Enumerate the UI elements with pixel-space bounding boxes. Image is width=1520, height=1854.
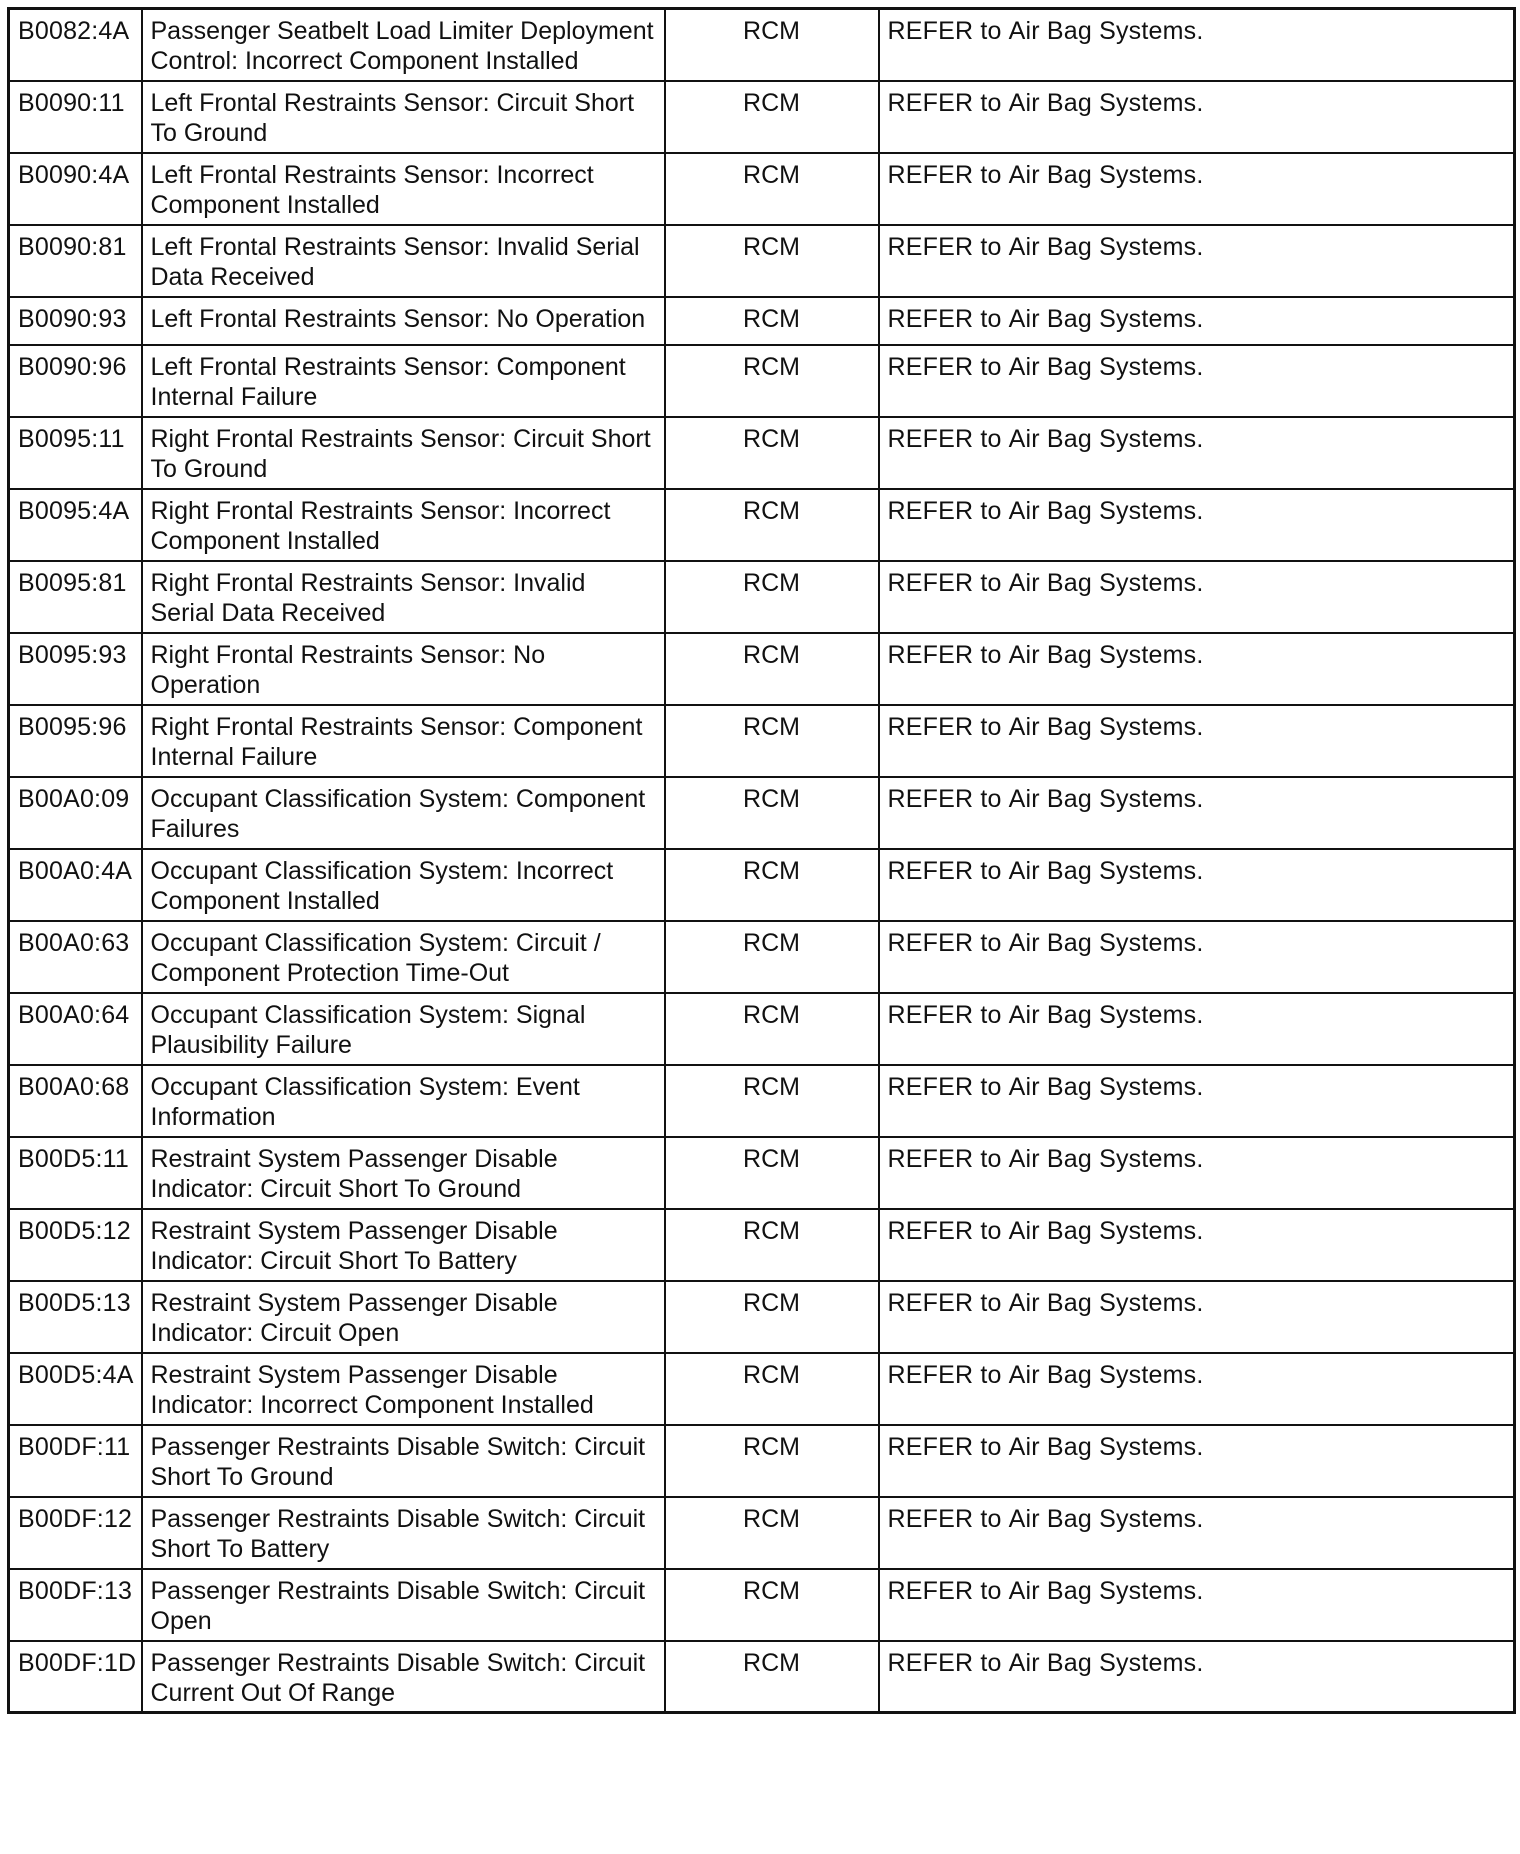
dtc-code: B0090:81 xyxy=(9,225,142,297)
dtc-description: Occupant Classification System: Circuit / Component Protection Time-Out xyxy=(142,921,665,993)
dtc-code: B0090:93 xyxy=(9,297,142,345)
dtc-action xyxy=(879,417,1515,489)
dtc-action xyxy=(879,489,1515,561)
dtc-module: RCM xyxy=(665,1209,879,1281)
dtc-description: Right Frontal Restraints Sensor: Component Internal Failure xyxy=(142,705,665,777)
action-prefix: REFER to xyxy=(887,232,1002,261)
air-bag-systems-reference: Air Bag Systems. xyxy=(1008,1216,1204,1245)
dtc-code: B0095:11 xyxy=(9,417,142,489)
dtc-code: B00DF:12 xyxy=(9,1497,142,1569)
dtc-module: RCM xyxy=(665,153,879,225)
dtc-description: Left Frontal Restraints Sensor: No Operation xyxy=(142,297,665,345)
dtc-code: B0090:96 xyxy=(9,345,142,417)
dtc-module: RCM xyxy=(665,1497,879,1569)
air-bag-systems-reference: Air Bag Systems. xyxy=(1008,1648,1204,1677)
dtc-action xyxy=(879,1641,1515,1713)
action-prefix: REFER to xyxy=(887,928,1002,957)
action-prefix: REFER to xyxy=(887,304,1002,333)
dtc-module: RCM xyxy=(665,1425,879,1497)
dtc-module: RCM xyxy=(665,993,879,1065)
air-bag-systems-reference: Air Bag Systems. xyxy=(1008,17,1204,45)
dtc-description: Left Frontal Restraints Sensor: Invalid Serial Data Received xyxy=(142,225,665,297)
table-row xyxy=(9,993,1515,1065)
dtc-module: RCM xyxy=(665,81,879,153)
dtc-action xyxy=(879,993,1515,1065)
dtc-module: RCM xyxy=(665,489,879,561)
dtc-module: RCM xyxy=(665,921,879,993)
dtc-action xyxy=(879,849,1515,921)
dtc-module: RCM xyxy=(665,633,879,705)
dtc-code: B0095:4A xyxy=(9,489,142,561)
dtc-module: RCM xyxy=(665,561,879,633)
dtc-action xyxy=(879,561,1515,633)
dtc-code: B0095:93 xyxy=(9,633,142,705)
dtc-action xyxy=(879,153,1515,225)
dtc-module: RCM xyxy=(665,849,879,921)
air-bag-systems-reference: Air Bag Systems. xyxy=(1008,568,1204,597)
dtc-code: B0082:4A xyxy=(9,9,142,81)
dtc-code: B00DF:11 xyxy=(9,1425,142,1497)
dtc-action xyxy=(879,225,1515,297)
action-prefix: REFER to xyxy=(887,640,1002,669)
action-prefix: REFER to xyxy=(887,17,1002,45)
air-bag-systems-reference: Air Bag Systems. xyxy=(1008,1288,1204,1317)
dtc-description: Restraint System Passenger Disable Indicator: Circuit Short To Battery xyxy=(142,1209,665,1281)
dtc-code: B0090:4A xyxy=(9,153,142,225)
table-row xyxy=(9,705,1515,777)
dtc-code: B00A0:68 xyxy=(9,1065,142,1137)
dtc-action xyxy=(879,1137,1515,1209)
dtc-description: Right Frontal Restraints Sensor: Invalid Serial Data Received xyxy=(142,561,665,633)
table-row xyxy=(9,1641,1515,1713)
air-bag-systems-reference: Air Bag Systems. xyxy=(1008,424,1204,453)
action-prefix: REFER to xyxy=(887,88,1002,117)
table-row xyxy=(9,153,1515,225)
table-row xyxy=(9,561,1515,633)
table-row xyxy=(9,297,1515,345)
air-bag-systems-reference: Air Bag Systems. xyxy=(1008,712,1204,741)
action-prefix: REFER to xyxy=(887,1288,1002,1317)
dtc-description: Occupant Classification System: Component Failures xyxy=(142,777,665,849)
action-prefix: REFER to xyxy=(887,1000,1002,1029)
dtc-code: B00D5:4A xyxy=(9,1353,142,1425)
table-row xyxy=(9,777,1515,849)
dtc-module: RCM xyxy=(665,1353,879,1425)
table-row xyxy=(9,633,1515,705)
air-bag-systems-reference: Air Bag Systems. xyxy=(1008,1576,1204,1605)
action-prefix: REFER to xyxy=(887,1072,1002,1101)
table-row xyxy=(9,9,1515,81)
dtc-module: RCM xyxy=(665,777,879,849)
table-row xyxy=(9,921,1515,993)
dtc-action xyxy=(879,921,1515,993)
dtc-code: B00D5:11 xyxy=(9,1137,142,1209)
dtc-description: Occupant Classification System: Event Information xyxy=(142,1065,665,1137)
air-bag-systems-reference: Air Bag Systems. xyxy=(1008,784,1204,813)
air-bag-systems-reference: Air Bag Systems. xyxy=(1008,1360,1204,1389)
dtc-action xyxy=(879,9,1515,81)
dtc-code: B00D5:13 xyxy=(9,1281,142,1353)
table-row xyxy=(9,1353,1515,1425)
air-bag-systems-reference: Air Bag Systems. xyxy=(1008,160,1204,189)
action-prefix: REFER to xyxy=(887,496,1002,525)
action-prefix: REFER to xyxy=(887,1360,1002,1389)
table-row xyxy=(9,1281,1515,1353)
dtc-description: Passenger Restraints Disable Switch: Circuit Current Out Of Range xyxy=(142,1641,665,1713)
dtc-module: RCM xyxy=(665,1137,879,1209)
action-prefix: REFER to xyxy=(887,424,1002,453)
air-bag-systems-reference: Air Bag Systems. xyxy=(1008,232,1204,261)
dtc-code: B00DF:13 xyxy=(9,1569,142,1641)
action-prefix: REFER to xyxy=(887,568,1002,597)
dtc-table xyxy=(7,7,1516,1714)
action-prefix: REFER to xyxy=(887,160,1002,189)
dtc-action xyxy=(879,633,1515,705)
dtc-description: Restraint System Passenger Disable Indicator: Circuit Open xyxy=(142,1281,665,1353)
dtc-code: B0095:96 xyxy=(9,705,142,777)
dtc-code: B00A0:63 xyxy=(9,921,142,993)
dtc-description: Occupant Classification System: Incorrect Component Installed xyxy=(142,849,665,921)
air-bag-systems-reference: Air Bag Systems. xyxy=(1008,1144,1204,1173)
dtc-module: RCM xyxy=(665,1641,879,1713)
table-row xyxy=(9,225,1515,297)
air-bag-systems-reference: Air Bag Systems. xyxy=(1008,304,1204,333)
table-row xyxy=(9,1209,1515,1281)
dtc-module: RCM xyxy=(665,1281,879,1353)
dtc-code: B00DF:1D xyxy=(9,1641,142,1713)
table-row xyxy=(9,489,1515,561)
dtc-description: Passenger Restraints Disable Switch: Circuit Open xyxy=(142,1569,665,1641)
table-row xyxy=(9,1569,1515,1641)
dtc-action xyxy=(879,1209,1515,1281)
dtc-description: Right Frontal Restraints Sensor: Incorrect Component Installed xyxy=(142,489,665,561)
air-bag-systems-reference: Air Bag Systems. xyxy=(1008,1072,1204,1101)
action-prefix: REFER to xyxy=(887,784,1002,813)
air-bag-systems-reference: Air Bag Systems. xyxy=(1008,1000,1204,1029)
action-prefix: REFER to xyxy=(887,352,1002,381)
air-bag-systems-reference: Air Bag Systems. xyxy=(1008,1432,1204,1461)
dtc-description: Left Frontal Restraints Sensor: Circuit Short To Ground xyxy=(142,81,665,153)
air-bag-systems-reference: Air Bag Systems. xyxy=(1008,352,1204,381)
table-row xyxy=(9,1137,1515,1209)
dtc-module: RCM xyxy=(665,345,879,417)
dtc-action xyxy=(879,297,1515,345)
action-prefix: REFER to xyxy=(887,856,1002,885)
table-row xyxy=(9,1425,1515,1497)
dtc-description: Passenger Seatbelt Load Limiter Deployment Control: Incorrect Component Installed xyxy=(142,9,665,81)
dtc-action xyxy=(879,1353,1515,1425)
dtc-description: Right Frontal Restraints Sensor: Circuit Short To Ground xyxy=(142,417,665,489)
dtc-action xyxy=(879,1065,1515,1137)
table-row xyxy=(9,849,1515,921)
dtc-action xyxy=(879,1569,1515,1641)
table-row xyxy=(9,1065,1515,1137)
dtc-code: B00D5:12 xyxy=(9,1209,142,1281)
action-prefix: REFER to xyxy=(887,1216,1002,1245)
dtc-description: Left Frontal Restraints Sensor: Incorrect Component Installed xyxy=(142,153,665,225)
dtc-description: Restraint System Passenger Disable Indicator: Incorrect Component Installed xyxy=(142,1353,665,1425)
dtc-module: RCM xyxy=(665,1065,879,1137)
dtc-action xyxy=(879,1497,1515,1569)
air-bag-systems-reference: Air Bag Systems. xyxy=(1008,856,1204,885)
dtc-table-page xyxy=(7,7,1513,1714)
dtc-module: RCM xyxy=(665,9,879,81)
action-prefix: REFER to xyxy=(887,1144,1002,1173)
dtc-module: RCM xyxy=(665,417,879,489)
dtc-action xyxy=(879,345,1515,417)
dtc-description: Right Frontal Restraints Sensor: No Operation xyxy=(142,633,665,705)
action-prefix: REFER to xyxy=(887,1648,1002,1677)
air-bag-systems-reference: Air Bag Systems. xyxy=(1008,1504,1204,1533)
dtc-code: B00A0:09 xyxy=(9,777,142,849)
action-prefix: REFER to xyxy=(887,1504,1002,1533)
dtc-action xyxy=(879,1281,1515,1353)
dtc-description: Passenger Restraints Disable Switch: Circuit Short To Battery xyxy=(142,1497,665,1569)
dtc-module: RCM xyxy=(665,297,879,345)
air-bag-systems-reference: Air Bag Systems. xyxy=(1008,496,1204,525)
action-prefix: REFER to xyxy=(887,1432,1002,1461)
dtc-table-body xyxy=(9,9,1515,1713)
table-row xyxy=(9,345,1515,417)
air-bag-systems-reference: Air Bag Systems. xyxy=(1008,640,1204,669)
dtc-description: Passenger Restraints Disable Switch: Circuit Short To Ground xyxy=(142,1425,665,1497)
dtc-description: Restraint System Passenger Disable Indicator: Circuit Short To Ground xyxy=(142,1137,665,1209)
action-prefix: REFER to xyxy=(887,1576,1002,1605)
dtc-code: B0095:81 xyxy=(9,561,142,633)
action-prefix: REFER to xyxy=(887,712,1002,741)
dtc-action xyxy=(879,705,1515,777)
dtc-action xyxy=(879,777,1515,849)
dtc-code: B0090:11 xyxy=(9,81,142,153)
table-row xyxy=(9,1497,1515,1569)
dtc-action xyxy=(879,81,1515,153)
dtc-module: RCM xyxy=(665,225,879,297)
dtc-description: Occupant Classification System: Signal Plausibility Failure xyxy=(142,993,665,1065)
table-row xyxy=(9,81,1515,153)
dtc-description: Left Frontal Restraints Sensor: Component Internal Failure xyxy=(142,345,665,417)
air-bag-systems-reference: Air Bag Systems. xyxy=(1008,88,1204,117)
dtc-action xyxy=(879,1425,1515,1497)
dtc-module: RCM xyxy=(665,1569,879,1641)
dtc-code: B00A0:4A xyxy=(9,849,142,921)
table-row xyxy=(9,417,1515,489)
air-bag-systems-reference: Air Bag Systems. xyxy=(1008,928,1204,957)
dtc-module: RCM xyxy=(665,705,879,777)
dtc-code: B00A0:64 xyxy=(9,993,142,1065)
